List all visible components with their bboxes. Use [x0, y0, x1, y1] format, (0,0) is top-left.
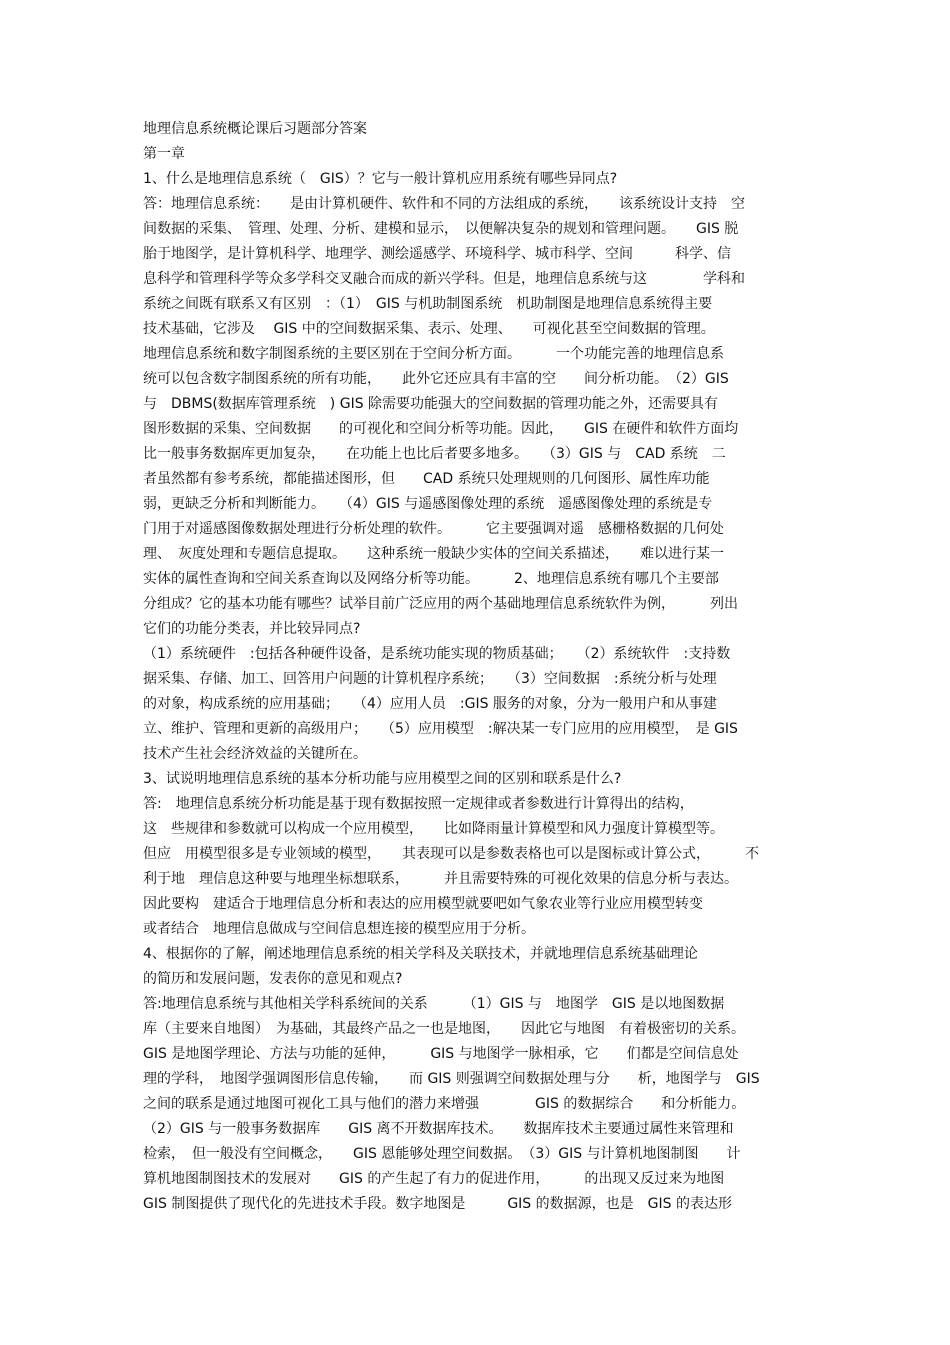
document-title: 地理信息系统概论课后习题部分答案 — [143, 121, 367, 137]
text-line: 理、 灰度处理和专题信息提取。 这种系统一般缺少实体的空间关系描述， 难以进行某一 — [143, 546, 724, 562]
text-line: 3、试说明地理信息系统的基本分析功能与应用模型之间的区别和联系是什么? — [143, 771, 622, 787]
text-line: 但应 用模型很多是专业领域的模型， 其表现可以是参数表格也可以是图标或计算公式， 不 — [143, 846, 759, 862]
text-line: 利于地 理信息这种要与地理坐标想联系， 并且需要特殊的可视化效果的信息分析与表达。 — [143, 871, 738, 887]
text-line: 4、根据你的了解，阐述地理信息系统的相关学科及关联技术，并就地理信息系统基础理论 — [143, 946, 698, 962]
text-line: 者虽然都有参考系统，都能描述图形，但 CAD 系统只处理规则的几何图形、属性库功能 — [143, 471, 710, 487]
text-line: 答：地理信息系统： 是由计算机硬件、软件和不同的方法组成的系统， 该系统设计支持 空 — [143, 196, 745, 212]
text-line: 因此要构 建适合于地理信息分析和表达的应用模型就要吧如气象农业等行业应用模型转变 — [143, 896, 703, 912]
text-line: 统可以包含数字制图系统的所有功能， 此外它还应具有丰富的空 间分析功能。 （2）GIS — [143, 371, 729, 387]
text-line: 间数据的采集、 管理、处理、分析、建模和显示， 以便解决复杂的规划和管理问题。 GIS 脱 — [143, 221, 739, 237]
text-line: 技术基础，它涉及 GIS 中的空间数据采集、表示、处理、 可视化甚至空间数据的管理。 — [143, 321, 715, 337]
text-line: 的对象，构成系统的应用基础； （4）应用人员 :GIS 服务的对象，分为一般用户和从事建 — [143, 696, 717, 712]
text-line: 息科学和管理科学等众多学科交叉融合而成的新兴学科。但是，地理信息系统与这 学科和 — [143, 271, 745, 287]
text-line: （1）系统硬件 :包括各种硬件设备，是系统功能实现的物质基础； （2）系统软件 :支持数 — [143, 646, 731, 662]
text-line: 的简历和发展问题，发表你的意见和观点? — [143, 971, 403, 987]
text-line: 算机地图制图技术的发展对 GIS 的产生起了有力的促进作用， 的出现又反过来为地图 — [143, 1171, 725, 1187]
text-line: 1、什么是地理信息系统（ GIS）？它与一般计算机应用系统有哪些异同点? — [143, 171, 618, 187]
text-line: 系统之间既有联系又有区别 ：（1） GIS 与机助制图系统 机助制图是地理信息系统得主要 — [143, 296, 713, 312]
text-line: 技术产生社会经济效益的关键所在。 — [143, 746, 367, 762]
text-line: 比一般事务数据库更加复杂， 在功能上也比后者要多地多。 （3）GIS 与 CAD 系统 二 — [143, 446, 726, 462]
text-line: 理的学科， 地图学强调图形信息传输， 而 GIS 则强调空间数据处理与分 析，地图学与 GIS — [143, 1071, 760, 1087]
text-line: 弱，更缺乏分析和判断能力。 （4）GIS 与遥感图像处理的系统 遥感图像处理的系统是专 — [143, 496, 713, 512]
text-lines — [143, 167, 808, 1217]
text-line: 或者结合 地理信息做成与空间信息想连接的模型应用于分析。 — [143, 921, 535, 937]
text-line: GIS 制图提供了现代化的先进技术手段。数字地图是 GIS 的数据源，也是 GIS 的表达形 — [143, 1196, 732, 1212]
text-line: 分组成？它的基本功能有哪些？试举目前广泛应用的两个基础地理信息系统软件为例， 列出 — [143, 596, 738, 612]
text-line: 据采集、存储、加工、回答用户问题的计算机程序系统； （3）空间数据 :系统分析与处理 — [143, 671, 717, 687]
text-line: 门用于对遥感图像数据处理进行分析处理的软件。 它主要强调对遥 感栅格数据的几何处 — [143, 521, 724, 537]
document-body — [143, 117, 808, 1217]
text-line: 之间的联系是通过地图可视化工具与他们的潜力来增强 GIS 的数据综合 和分析能力。 — [143, 1096, 746, 1112]
chapter-heading: 第一章 — [143, 146, 185, 162]
text-line: 胎于地图学，是计算机科学、地理学、测绘遥感学、环境科学、城市科学、空间 科学、信 — [143, 246, 731, 262]
text-line: 答:地理信息系统与其他相关学科系统间的关系 （1）GIS 与 地图学 GIS 是以地图数据 — [143, 996, 725, 1012]
text-line: 库（主要来自地图） 为基础，其最终产品之一也是地图， 因此它与地图 有着极密切的关系。 — [143, 1021, 745, 1037]
text-line: 地理信息系统和数字制图系统的主要区别在于空间分析方面。 一个功能完善的地理信息系 — [143, 346, 724, 362]
text-line: （2）GIS 与一般事务数据库 GIS 离不开数据库技术。 数据库技术主要通过属性来管理和 — [143, 1121, 734, 1137]
text-line: 这 些规律和参数就可以构成一个应用模型， 比如降雨量计算模型和风力强度计算模型等。 — [143, 821, 724, 837]
text-line: 它们的功能分类表，并比较异同点? — [143, 621, 361, 637]
text-line: 立、维护、管理和更新的高级用户； （5）应用模型 :解决某一专门应用的应用模型， 是 GIS — [143, 721, 738, 737]
text-line: GIS 是地图学理论、方法与功能的延伸， GIS 与地图学一脉相承，它 们都是空间信息处 — [143, 1046, 739, 1062]
text-line: 与 DBMS(数据库管理系统 ) GIS 除需要功能强大的空间数据的管理功能之外，还需要具有 — [143, 396, 719, 412]
text-line: 答: 地理信息系统分析功能是基于现有数据按照一定规律或者参数进行计算得出的结构， — [143, 796, 694, 812]
text-line: 实体的属性查询和空间关系查询以及网络分析等功能。 2、地理信息系统有哪几个主要部 — [143, 571, 719, 587]
text-line: 检索， 但一般没有空间概念， GIS 恩能够处理空间数据。 （3）GIS 与计算机地图制图 计 — [143, 1146, 741, 1162]
text-line: 图形数据的采集、空间数据 的可视化和空间分析等功能。因此， GIS 在硬件和软件方面均 — [143, 421, 739, 437]
